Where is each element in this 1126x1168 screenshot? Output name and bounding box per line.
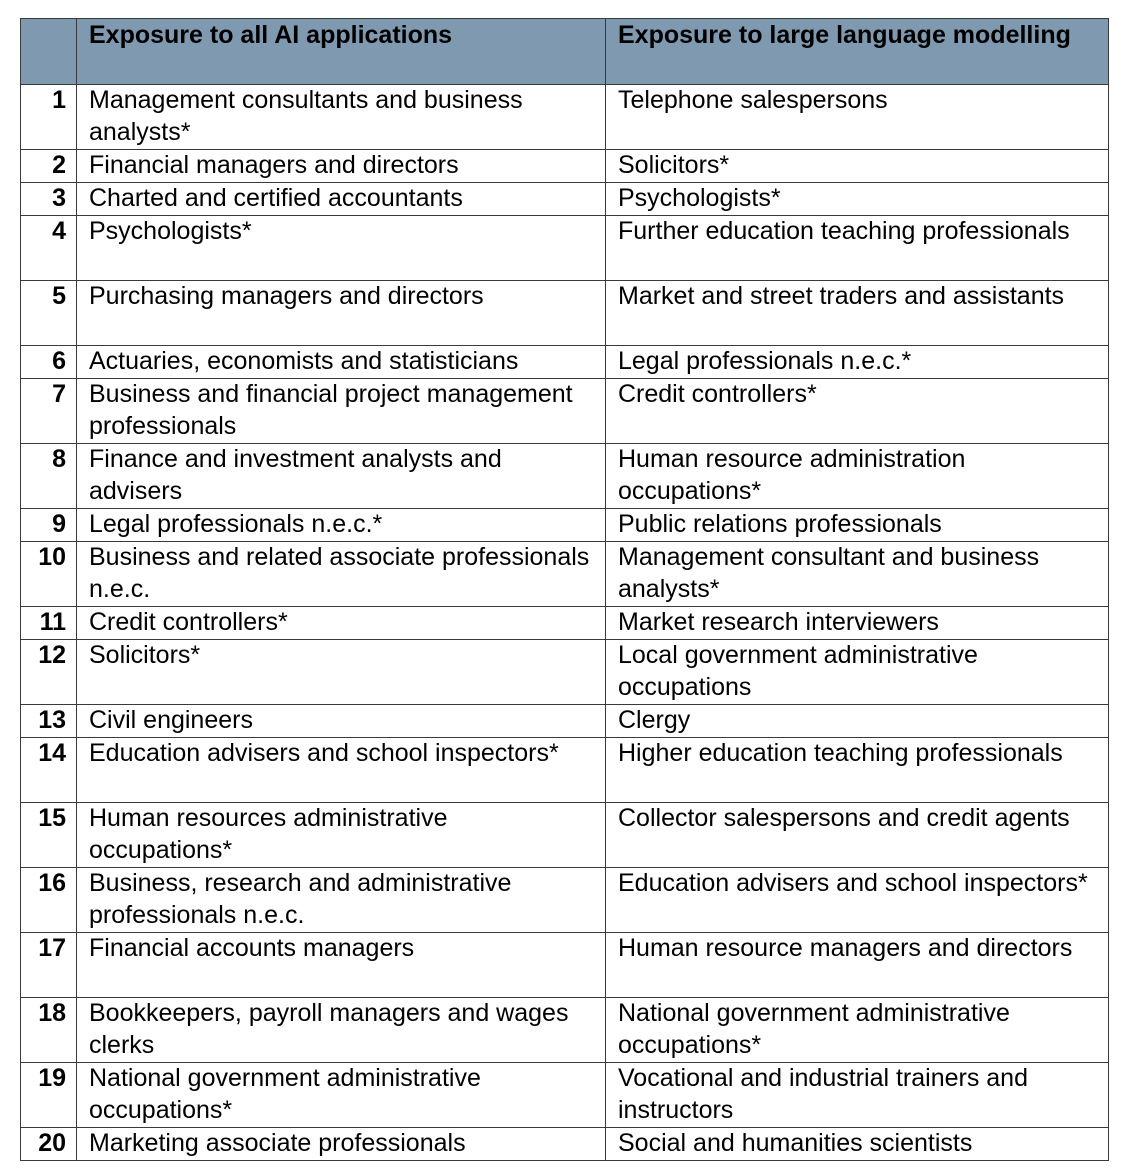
ai-occupation-cell: Charted and certified accountants bbox=[77, 183, 606, 216]
rank-cell: 6 bbox=[21, 346, 77, 379]
table-row bbox=[21, 216, 1109, 281]
table-row bbox=[21, 998, 1109, 1063]
ai-occupation-cell: Solicitors* bbox=[77, 640, 606, 705]
table-row bbox=[21, 1063, 1109, 1128]
table-row bbox=[21, 85, 1109, 150]
rank-column-header bbox=[21, 19, 77, 85]
rank-cell: 5 bbox=[21, 281, 77, 346]
rank-cell: 13 bbox=[21, 705, 77, 738]
llm-occupation-cell: Local government administrative occupations bbox=[606, 640, 1109, 705]
llm-occupation-cell: Social and humanities scientists bbox=[606, 1128, 1109, 1161]
ai-occupation-cell: Credit controllers* bbox=[77, 607, 606, 640]
llm-occupation-cell: Public relations professionals bbox=[606, 509, 1109, 542]
llm-occupation-cell: Clergy bbox=[606, 705, 1109, 738]
table-row bbox=[21, 509, 1109, 542]
table-row bbox=[21, 281, 1109, 346]
occupation-exposure-table bbox=[20, 18, 1109, 1161]
rank-cell: 18 bbox=[21, 998, 77, 1063]
llm-occupation-cell: Higher education teaching professionals bbox=[606, 738, 1109, 803]
llm-occupation-cell: Telephone salespersons bbox=[606, 85, 1109, 150]
table-row bbox=[21, 444, 1109, 509]
llm-occupation-cell: Management consultant and business analysts* bbox=[606, 542, 1109, 607]
rank-cell: 20 bbox=[21, 1128, 77, 1161]
rank-cell: 2 bbox=[21, 150, 77, 183]
ai-occupation-cell: Human resources administrative occupations* bbox=[77, 803, 606, 868]
ai-occupation-cell: Psychologists* bbox=[77, 216, 606, 281]
table-row bbox=[21, 640, 1109, 705]
rank-cell: 16 bbox=[21, 868, 77, 933]
table-row bbox=[21, 1128, 1109, 1161]
table-row bbox=[21, 542, 1109, 607]
rank-cell: 9 bbox=[21, 509, 77, 542]
ai-occupation-cell: Finance and investment analysts and advisers bbox=[77, 444, 606, 509]
table-row bbox=[21, 150, 1109, 183]
rank-cell: 19 bbox=[21, 1063, 77, 1128]
rank-cell: 8 bbox=[21, 444, 77, 509]
ai-occupation-cell: Financial accounts managers bbox=[77, 933, 606, 998]
table-row bbox=[21, 803, 1109, 868]
rank-cell: 14 bbox=[21, 738, 77, 803]
ai-occupation-cell: Civil engineers bbox=[77, 705, 606, 738]
table-row bbox=[21, 183, 1109, 216]
table-row bbox=[21, 607, 1109, 640]
ai-occupation-cell: Financial managers and directors bbox=[77, 150, 606, 183]
ai-occupation-cell: Marketing associate professionals bbox=[77, 1128, 606, 1161]
rank-cell: 15 bbox=[21, 803, 77, 868]
llm-occupation-cell: National government administrative occupations* bbox=[606, 998, 1109, 1063]
table-header-row bbox=[21, 19, 1109, 85]
ai-occupation-cell: Purchasing managers and directors bbox=[77, 281, 606, 346]
ai-applications-column-header: Exposure to all AI applications bbox=[77, 19, 606, 85]
rank-cell: 11 bbox=[21, 607, 77, 640]
llm-occupation-cell: Psychologists* bbox=[606, 183, 1109, 216]
llm-occupation-cell: Market and street traders and assistants bbox=[606, 281, 1109, 346]
llm-occupation-cell: Human resource administration occupations* bbox=[606, 444, 1109, 509]
table-row bbox=[21, 738, 1109, 803]
ai-occupation-cell: Management consultants and business analysts* bbox=[77, 85, 606, 150]
llm-occupation-cell: Education advisers and school inspectors* bbox=[606, 868, 1109, 933]
table-row bbox=[21, 933, 1109, 998]
table-row bbox=[21, 705, 1109, 738]
llm-occupation-cell: Human resource managers and directors bbox=[606, 933, 1109, 998]
llm-occupation-cell: Further education teaching professionals bbox=[606, 216, 1109, 281]
table-row bbox=[21, 868, 1109, 933]
rank-cell: 4 bbox=[21, 216, 77, 281]
llm-column-header: Exposure to large language modelling bbox=[606, 19, 1109, 85]
ai-occupation-cell: Business and related associate professionals n.e.c. bbox=[77, 542, 606, 607]
rank-cell: 12 bbox=[21, 640, 77, 705]
llm-occupation-cell: Legal professionals n.e.c.* bbox=[606, 346, 1109, 379]
llm-occupation-cell: Vocational and industrial trainers and instructors bbox=[606, 1063, 1109, 1128]
ai-occupation-cell: Education advisers and school inspectors* bbox=[77, 738, 606, 803]
table-row bbox=[21, 346, 1109, 379]
ai-occupation-cell: Actuaries, economists and statisticians bbox=[77, 346, 606, 379]
table-row bbox=[21, 379, 1109, 444]
llm-occupation-cell: Credit controllers* bbox=[606, 379, 1109, 444]
ai-occupation-cell: Legal professionals n.e.c.* bbox=[77, 509, 606, 542]
ai-occupation-cell: National government administrative occupations* bbox=[77, 1063, 606, 1128]
rank-cell: 17 bbox=[21, 933, 77, 998]
rank-cell: 10 bbox=[21, 542, 77, 607]
ai-occupation-cell: Business, research and administrative professionals n.e.c. bbox=[77, 868, 606, 933]
llm-occupation-cell: Collector salespersons and credit agents bbox=[606, 803, 1109, 868]
llm-occupation-cell: Solicitors* bbox=[606, 150, 1109, 183]
llm-occupation-cell: Market research interviewers bbox=[606, 607, 1109, 640]
rank-cell: 7 bbox=[21, 379, 77, 444]
ai-occupation-cell: Business and financial project management professionals bbox=[77, 379, 606, 444]
rank-cell: 3 bbox=[21, 183, 77, 216]
ai-occupation-cell: Bookkeepers, payroll managers and wages clerks bbox=[77, 998, 606, 1063]
rank-cell: 1 bbox=[21, 85, 77, 150]
